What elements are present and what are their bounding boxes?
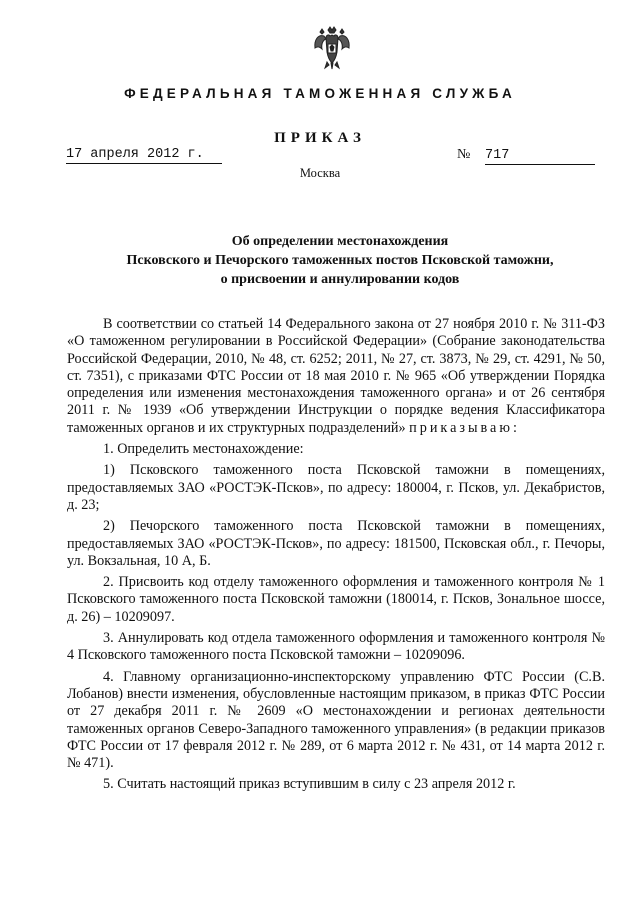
clause-1-2: 2) Печорского таможенного поста Псковской таможни в помещениях, предоставляемых ЗАО «РОСТЭК-Псков», по адресу: 181500, Псковская обл., г. Печоры, ул. Вокзальная, 10 А, Б. (67, 518, 605, 569)
agency-name: ФЕДЕРАЛЬНАЯ ТАМОЖЕННАЯ СЛУЖБА (124, 86, 516, 101)
order-word: приказываю: (409, 419, 520, 436)
city-name: Москва (299, 166, 341, 180)
clause-1-1: 1) Псковского таможенного поста Псковской таможни в помещениях, предоставляемых ЗАО «РОСТЭК-Псков», по адресу: 180004, г. Псков, ул. Декабристов, д. 23; (67, 462, 605, 513)
preamble-paragraph (67, 316, 605, 437)
order-number: 717 (485, 148, 595, 165)
clause-3: 3. Аннулировать код отдела таможенного оформления и таможенного контроля № 4 Псковского таможенного поста Псковской таможни – 10209096. (67, 630, 605, 664)
title-line: Об определении местонахождения (231, 234, 449, 249)
preamble-text: В соответствии со статьей 14 Федерального закона от 27 ноября 2010 г. № 311-ФЗ «О таможенном регулировании в Российской Федерации» (Собрание законодательства Российской Федерации, 2010, № 48, ст. 6252; 2011, № 27, ст. 3873, № 29, ст. 4291, № 50, ст. 7351), с приказами ФТС России от 18 мая 2010 г. № 965 «Об утверждении Порядка определения или изменения местонахождения таможенного органа» и от 26 сентября 2011 г. № 1939 «Об утверждении Инструкции о порядке ведения Классификатора таможенных органов и их структурных подразделений» (67, 316, 605, 436)
order-date: 17 апреля 2012 г. (66, 147, 222, 164)
title-line: Псковского и Печорского таможенных постов Псковской таможни, (126, 253, 554, 268)
order-body (67, 316, 605, 794)
clause-2: 2. Присвоить код отделу таможенного оформления и таможенного контроля № 1 Псковского таможенного поста Псковской таможни (180014, г. Псков, Зональное шоссе, д. 26) – 10209097. (67, 574, 605, 625)
coat-of-arms-emblem (312, 26, 352, 70)
clause-1: 1. Определить местонахождение: (103, 441, 304, 458)
order-title (60, 232, 620, 289)
number-sign: № (457, 147, 471, 162)
title-line: о присвоении и аннулировании кодов (220, 272, 460, 287)
order-number-field (457, 147, 603, 165)
clause-4: 4. Главному организационно-инспекторскому управлению ФТС России (С.В. Лобанов) внести изменения, обусловленные настоящим приказом, в приказ ФТС России от 27 декабря 2011 г. № 2609 «О местонахождении и регионах деятельности таможенных органов Северо-Западного таможенного управления» (в редакции приказов ФТС России от 17 февраля 2012 г. № 289, от 6 марта 2012 г. № 431, от 14 марта 2012 г. № 471). (67, 668, 605, 772)
document-type-heading: ПРИКАЗ (274, 130, 366, 146)
clause-5: 5. Считать настоящий приказ вступившим в силу с 23 апреля 2012 г. (103, 776, 516, 793)
